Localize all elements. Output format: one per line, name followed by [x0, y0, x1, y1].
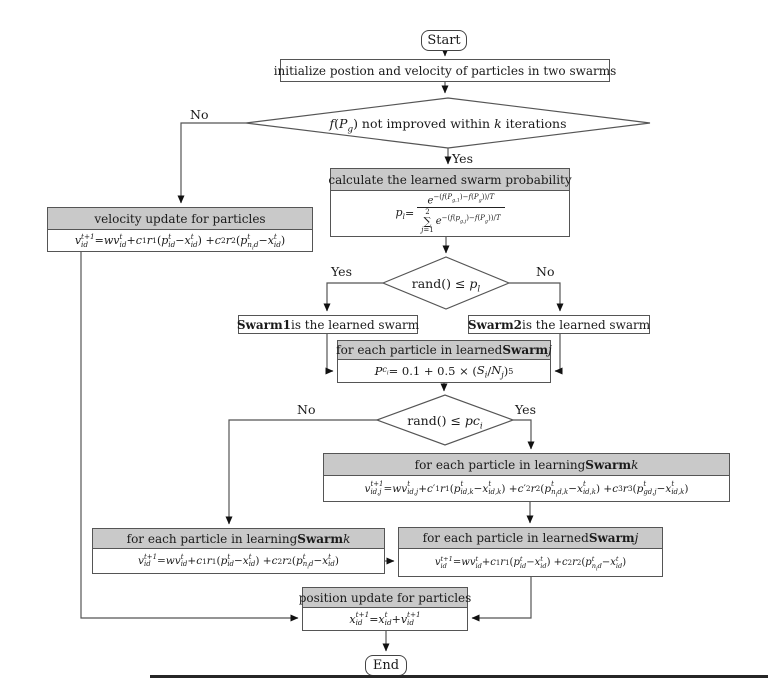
end-node: End: [365, 655, 407, 676]
position-update-node: [298, 587, 472, 631]
label-no-decision2: No: [536, 264, 555, 279]
arrow-decision2-no: [509, 283, 560, 311]
learned-swarm-prob-formula: P $c_i$ = 0.1 + 0.5 × ( $S_i$ / $N_j$ ) 5: [374, 362, 514, 380]
init-node: initialize postion and velocity of particles in two swarms: [280, 59, 610, 82]
learned-swarmj-header: for each particle in learned Swarm j: [399, 528, 662, 549]
label-yes-decision3: Yes: [515, 402, 536, 417]
arrow-swarm2-to-learnedprob: [555, 334, 560, 371]
decision2-label: rand() ≤ $p_l$: [411, 276, 481, 295]
position-update-header: position update for particles: [303, 588, 467, 608]
learned-swarm-prob-header: for each particle in learned Swarm j: [338, 341, 550, 360]
arrow-decision3-yes: [513, 420, 531, 449]
learning-swarmk-left-node: [92, 528, 385, 574]
swarm1-node: Swarm1 is the learned swarm: [238, 315, 418, 334]
calc-prob-formula: $p_l$ = $e^{-(f(P_{g,1})-f(P_g))/T}$ 2 ∑ j=1 $e^{-(f(p_{g,j})-f(P_g))/T}$: [331, 191, 569, 236]
bottom-rule: [150, 675, 768, 678]
calc-prob-header: calculate the learned swarm probability: [331, 169, 569, 191]
learned-swarmj-formula: v t+1 id = wv t id + c 1 r 1 ( p t id − x t id ) + c 2 r 2 ( p t $n_id$ − x t id ): [434, 554, 627, 572]
learning-swarmk-right-node: [323, 453, 730, 502]
label-yes-decision1: Yes: [452, 151, 473, 166]
arrow-decision1-no: [181, 123, 246, 203]
decision3-label: rand() ≤ $pc_i$: [407, 413, 483, 432]
start-node: Start: [421, 30, 467, 51]
velocity-update-header: velocity update for particles: [48, 208, 312, 230]
arrow-swarm1-to-learnedprob: [327, 334, 333, 371]
arrow-learnedj-to-position: [472, 577, 531, 618]
learning-swarmk-right-header: for each particle in learning Swarm k: [324, 454, 729, 476]
arrow-decision2-yes: [327, 283, 383, 311]
learning-swarmk-right-formula: v t+1 id,j = wv t id,j + c ′ 1 r 1 ( p t id,k − x t id,k ) + c ′ 2 r 2 ( p t $n_id,k$ − x t id,k ) + c 3 r 3 ( p t gd,j − x t id,k ): [364, 480, 689, 498]
label-no-decision1: No: [190, 107, 209, 122]
learned-swarm-prob-node: [337, 340, 551, 383]
label-no-decision3: No: [297, 402, 316, 417]
label-yes-decision2: Yes: [331, 264, 352, 279]
velocity-update-node: [47, 207, 313, 252]
velocity-update-formula: v t+1 id = wv t id + c 1 r 1 ( p t id − x t id ) + c 2 r 2 ( p t $n_id$ − x t id ): [74, 231, 286, 251]
decision1-label: $f(P_g)$ not improved within k iterations: [329, 116, 567, 135]
calc-prob-node: [330, 168, 570, 237]
position-update-formula: x t+1 id = x t id + v t+1 id: [349, 610, 421, 627]
swarm2-node: Swarm2 is the learned swarm: [468, 315, 650, 334]
learning-swarmk-left-header: for each particle in learning Swarm k: [93, 529, 384, 549]
learning-swarmk-left-formula: v t+1 id = wv t id + c 1 r 1 ( p t id − x t id ) + c 2 r 2 ( p t $n_id$ − x t id ): [138, 552, 339, 571]
learned-swarmj-node: [398, 527, 663, 577]
